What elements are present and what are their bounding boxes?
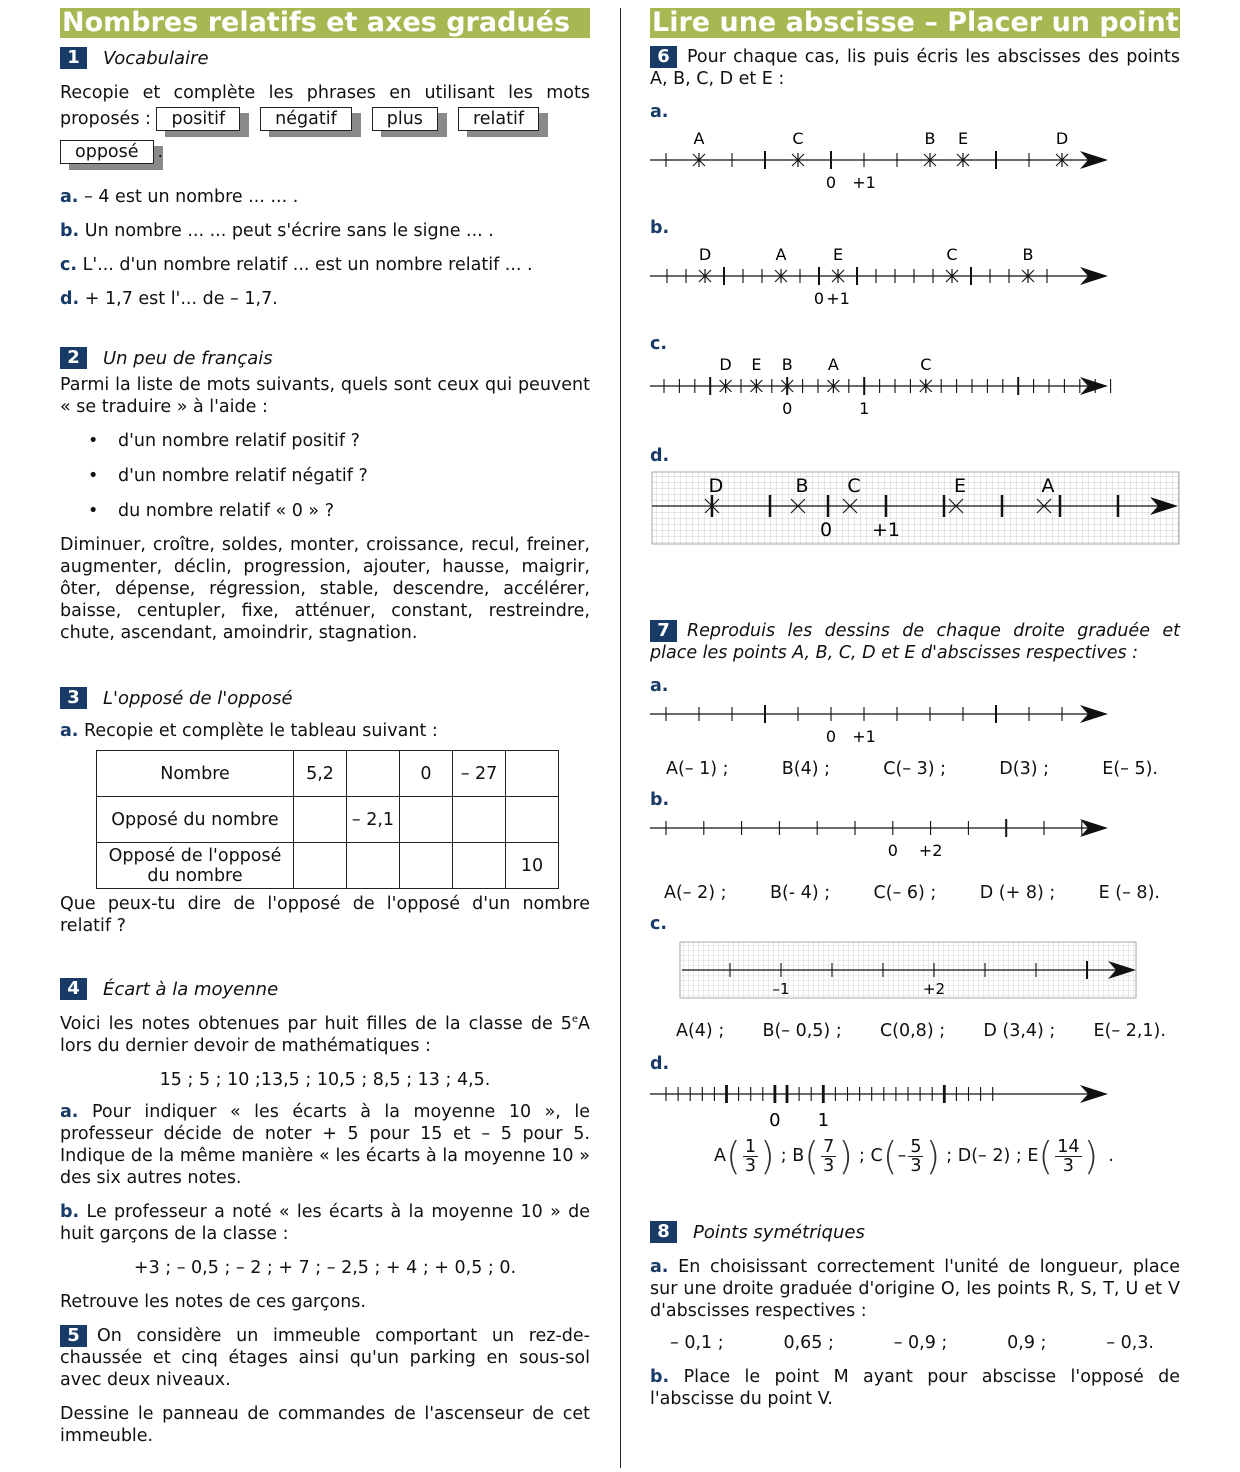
point-label: B (795, 475, 809, 497)
point-label: B (924, 129, 936, 148)
abscissa-value: B(- 4) ; (769, 883, 831, 903)
axis-7b (650, 814, 1180, 864)
denominator: 3 (1062, 1155, 1074, 1176)
item-label: b. (60, 1201, 80, 1222)
ex4-intro-text: A lors du dernier devoir de mathématiques : (60, 1013, 590, 1056)
list-item: • d'un nombre relatif positif ? (88, 431, 360, 451)
ex1-header (60, 46, 590, 70)
item-label: d. (60, 289, 80, 309)
item-label: d. (650, 446, 670, 466)
table-cell: 10 (506, 843, 559, 889)
axis-6b (650, 244, 1180, 320)
right-column (650, 8, 1180, 1410)
point-label: B (781, 355, 793, 374)
ex4-conclusion: Retrouve les notes de ces garçons. (60, 1291, 366, 1312)
bullet-text: du nombre relatif « 0 » ? (118, 501, 334, 521)
ex3-title: L'opposé de l'opposé (103, 687, 293, 709)
right-title: Lire une abscisse – Placer un point (652, 8, 1179, 38)
ex5-text2: Dessine le panneau de commandes de l'ascenseur de cet immeuble. (60, 1403, 590, 1446)
point-label: A (1041, 475, 1055, 497)
point-label: A (714, 1146, 726, 1166)
point-label: C (792, 129, 804, 148)
ex7d-fractions: A ( $\frac{1}{3}$ ) ; B ( $\frac{7}{3}$ ) ; C ( – $\frac{5}{3}$ ) ; D(– 2) ; E ( $\frac{14}{3}$ ) . (714, 1134, 1114, 1178)
ex1-item (60, 254, 590, 276)
word-box: positif (156, 107, 240, 131)
abscissa-value: – 0,3. (1106, 1333, 1154, 1353)
point-label: D (708, 475, 724, 497)
ex2-intro: Parmi la liste de mots suivants, quels sont ceux qui peuvent « se traduire » à l'aide : (60, 375, 590, 417)
scale-label: +1 (826, 289, 850, 308)
scale-label: 0 (825, 173, 837, 192)
item-label: c. (650, 334, 668, 354)
word-box: négatif (260, 107, 352, 131)
point-label: D (1055, 129, 1069, 148)
item-label: a. (60, 721, 79, 741)
ex7-axes (650, 664, 1180, 1204)
bullet-text: d'un nombre relatif négatif ? (118, 466, 368, 486)
scale-label: 0 (825, 727, 837, 746)
table-cell (294, 797, 347, 843)
item-label: b. (650, 1367, 670, 1387)
axis-6c (650, 354, 1180, 430)
ex5-number: 5 (60, 1325, 87, 1347)
ex8-values (670, 1332, 1154, 1354)
ex8-header (650, 1220, 1180, 1244)
abscissa-value: D (+ 8) ; (979, 883, 1056, 903)
abscissa-value: A(4) ; (676, 1021, 725, 1041)
table-cell: Opposé du nombre (97, 797, 294, 843)
point-label: C (946, 245, 958, 264)
point-label: ; D(– 2) ; E (946, 1146, 1039, 1166)
numerator: 7 (823, 1136, 835, 1157)
abscissa-value: 0,9 ; (1007, 1333, 1047, 1353)
ex3-header (60, 686, 590, 710)
scale-label: 1 (859, 399, 870, 418)
ex7-intro (650, 620, 1180, 664)
table-cell (347, 751, 400, 797)
item-text: Un nombre ... ... peut s'écrire sans le signe ... . (84, 221, 494, 241)
scale-label: +2 (918, 841, 943, 860)
list-item: • du nombre relatif « 0 » ? (88, 501, 334, 521)
ex6-intro-text: Pour chaque cas, lis puis écris les abscisses des points A, B, C, D et E : (650, 47, 1180, 89)
table-cell: – 27 (453, 751, 506, 797)
scale-label: 0 (769, 1110, 781, 1131)
point-label: ; C (859, 1146, 883, 1166)
ex4-notes: 15 ; 5 ; 10 ;13,5 ; 10,5 ; 8,5 ; 13 ; 4,5. (159, 1069, 491, 1090)
ex4-intro-sup: e (571, 1014, 579, 1025)
ex4-number: 4 (60, 978, 87, 1000)
denominator: 3 (910, 1155, 922, 1176)
table-cell (400, 843, 453, 889)
scale-label: –1 (772, 980, 790, 998)
ex6-intro (650, 46, 1180, 90)
item-text: L'... d'un nombre relatif ... est un nombre relatif ... . (82, 255, 533, 275)
point-label: A (775, 245, 787, 264)
table-cell: 0 (400, 751, 453, 797)
ex1-item (60, 186, 590, 208)
ex7-number: 7 (650, 620, 677, 642)
table-cell: Opposé de l'opposé du nombre (97, 843, 294, 889)
axis-7d (650, 1076, 1180, 1132)
bullet-text: d'un nombre relatif positif ? (118, 431, 360, 451)
ex3-table (96, 750, 559, 889)
point-label: E (751, 355, 762, 374)
ex4-a (60, 1101, 590, 1189)
scale-label: +1 (852, 173, 876, 192)
abscissa-value: A(– 1) ; (666, 759, 729, 779)
ex1-intro (60, 80, 590, 132)
table-cell (453, 843, 506, 889)
item-text: Place le point M ayant pour abscisse l'opposé de l'abscisse du point V. (650, 1367, 1180, 1409)
ex3-question: Que peux-tu dire de l'opposé de l'opposé d'un nombre relatif ? (60, 894, 590, 936)
point-label: B (1022, 245, 1034, 264)
fraction (743, 1138, 758, 1175)
ex8-a (650, 1256, 1180, 1322)
table-cell (294, 843, 347, 889)
item-label: b. (60, 221, 80, 241)
ex4-title: Écart à la moyenne (103, 978, 279, 1000)
ex2-title: Un peu de français (103, 347, 273, 369)
sign: – (897, 1146, 907, 1166)
item-label: a. (60, 187, 79, 207)
item-label: a. (650, 102, 669, 122)
ex5-text (60, 1325, 590, 1391)
abscissa-value: C(0,8) ; (879, 1021, 946, 1041)
word-box: opposé (60, 140, 154, 164)
list-item: • d'un nombre relatif négatif ? (88, 466, 368, 486)
table-cell (506, 751, 559, 797)
fraction (908, 1138, 923, 1175)
table-cell: Nombre (97, 751, 294, 797)
ex1-items (60, 186, 590, 310)
table-row (97, 843, 559, 889)
point-label: D (698, 245, 712, 264)
abscissa-value: A(– 2) ; (664, 883, 727, 903)
word-box: plus (372, 107, 438, 131)
abscissa-value: D (3,4) ; (983, 1021, 1056, 1041)
ex1-item (60, 288, 590, 310)
point-label: C (920, 355, 932, 374)
abscissa-value: D(3) ; (999, 759, 1050, 779)
axis-7a (650, 700, 1180, 750)
ex2-words: Diminuer, croître, soldes, monter, croissance, recul, freiner, augmenter, déclin, progression, ajouter, hausse, maigrir, ôter, dépense, régression, stable, descendre, accélérer, baisse, centupler, fixe, atténuer, constant, restreindre, chute, ascendant, amoindrir, stagnation. (60, 535, 590, 643)
ex4-intro-text: Voici les notes obtenues par huit filles de la classe de 5 (60, 1013, 572, 1034)
item-label: a. (60, 1101, 79, 1122)
item-text: Recopie et complète le tableau suivant : (84, 721, 438, 741)
point-label: A (827, 355, 839, 374)
ex1-number: 1 (60, 47, 87, 69)
item-label: a. (650, 1257, 669, 1277)
ex7c-values (676, 1020, 1166, 1042)
abscissa-value: E(– 5). (1102, 759, 1158, 779)
item-label: d. (650, 1054, 670, 1074)
denominator: 3 (823, 1155, 835, 1176)
end-mark: . (1108, 1146, 1114, 1166)
item-text: + 1,7 est l'... de – 1,7. (84, 289, 278, 309)
grid-background (652, 472, 1179, 544)
table-row (97, 751, 559, 797)
abscissa-value: E(– 2,1). (1093, 1021, 1166, 1041)
scale-label: 0 (887, 841, 898, 860)
scale-label: 0 (782, 399, 793, 418)
point-label: D (719, 355, 732, 374)
ex4-intro (60, 1009, 590, 1057)
item-label: a. (650, 676, 669, 696)
left-title: Nombres relatifs et axes gradués (60, 8, 590, 38)
table-cell (453, 797, 506, 843)
table-cell (347, 843, 400, 889)
scale-label: +1 (871, 519, 901, 541)
item-text: Le professeur a noté « les écarts à la moyenne 10 » de huit garçons de la classe : (60, 1201, 590, 1244)
axis-6a (650, 126, 1180, 202)
scale-label: +2 (922, 980, 946, 998)
ex2-header (60, 346, 590, 370)
abscissa-value: C(– 6) ; (873, 883, 937, 903)
denominator: 3 (744, 1155, 756, 1176)
fraction (1055, 1138, 1081, 1175)
scale-label: +1 (852, 727, 876, 746)
ex3-number: 3 (60, 687, 87, 709)
numerator: 1 (744, 1136, 756, 1157)
ex1-item (60, 220, 590, 242)
ex2-bullets (60, 430, 590, 522)
ex7b-values (664, 882, 1160, 904)
numerator: 14 (1057, 1136, 1080, 1157)
point-label: E (832, 245, 844, 264)
ex1-end: . (157, 142, 164, 162)
point-label: A (693, 129, 705, 148)
abscissa-value: C(– 3) ; (883, 759, 947, 779)
axis-6d (650, 470, 1180, 546)
ex5-text-body: On considère un immeuble comportant un rez-de-chaussée et cinq étages ainsi qu'un parking en sous-sol avec deux niveaux. (60, 1325, 590, 1390)
ex1-wordline (60, 140, 590, 164)
item-text: Pour indiquer « les écarts à la moyenne 10 », le professeur décide de noter + 5 pour 15 et – 5 pour 5. Indique de la même manière « les écarts à la moyenne 10 » des six autres notes. (60, 1101, 590, 1188)
ex8-b (650, 1366, 1180, 1410)
ex1-title: Vocabulaire (103, 47, 209, 69)
axis-7c (678, 940, 1138, 1000)
abscissa-value: E (– 8). (1098, 883, 1160, 903)
ex4-ecarts: +3 ; – 0,5 ; – 2 ; + 7 ; – 2,5 ; + 4 ; + 0,5 ; 0. (133, 1257, 517, 1278)
abscissa-value: B(4) ; (781, 759, 831, 779)
ex3-a (60, 720, 590, 742)
column-divider (620, 8, 621, 1468)
ex6-number: 6 (650, 46, 677, 68)
table-cell (400, 797, 453, 843)
point-label: E (957, 129, 969, 148)
scale-label: 1 (817, 1110, 830, 1131)
ex8-title: Points symétriques (693, 1221, 865, 1243)
ex8-number: 8 (650, 1221, 677, 1243)
item-label: c. (650, 914, 668, 934)
table-row (97, 797, 559, 843)
ex4-header (60, 977, 590, 1001)
item-label: b. (650, 790, 670, 810)
abscissa-value: – 0,1 ; (670, 1333, 724, 1353)
ex2-number: 2 (60, 347, 87, 369)
ex4-b (60, 1201, 590, 1245)
abscissa-value: 0,65 ; (783, 1333, 834, 1353)
ex6-axes (650, 90, 1180, 560)
left-column (60, 8, 590, 1447)
numerator: 5 (910, 1136, 922, 1157)
scale-label: 0 (813, 289, 825, 308)
fraction (821, 1138, 836, 1175)
table-cell: 5,2 (294, 751, 347, 797)
table-cell (506, 797, 559, 843)
scale-label: 0 (819, 519, 833, 541)
item-label: c. (60, 255, 78, 275)
abscissa-value: B(– 0,5) ; (762, 1021, 842, 1041)
word-box: relatif (458, 107, 539, 131)
point-label: ; B (780, 1146, 805, 1166)
item-label: b. (650, 218, 670, 238)
ex1-intro-text: Recopie et complète les phrases en utilisant les mots proposés : (60, 83, 590, 129)
point-label: C (847, 475, 861, 497)
table-cell: – 2,1 (347, 797, 400, 843)
point-label: E (953, 475, 967, 497)
item-text: En choisissant correctement l'unité de longueur, place sur une droite graduée d'origine O, les points R, S, T, U et V d'abscisses respectives : (650, 1257, 1180, 1321)
ex7a-values (666, 758, 1158, 780)
item-text: – 4 est un nombre ... ... . (84, 187, 299, 207)
abscissa-value: – 0,9 ; (893, 1333, 948, 1353)
ex7-intro-text: Reproduis les dessins de chaque droite graduée et place les points A, B, C, D et E d'abscisses respectives : (650, 621, 1180, 663)
